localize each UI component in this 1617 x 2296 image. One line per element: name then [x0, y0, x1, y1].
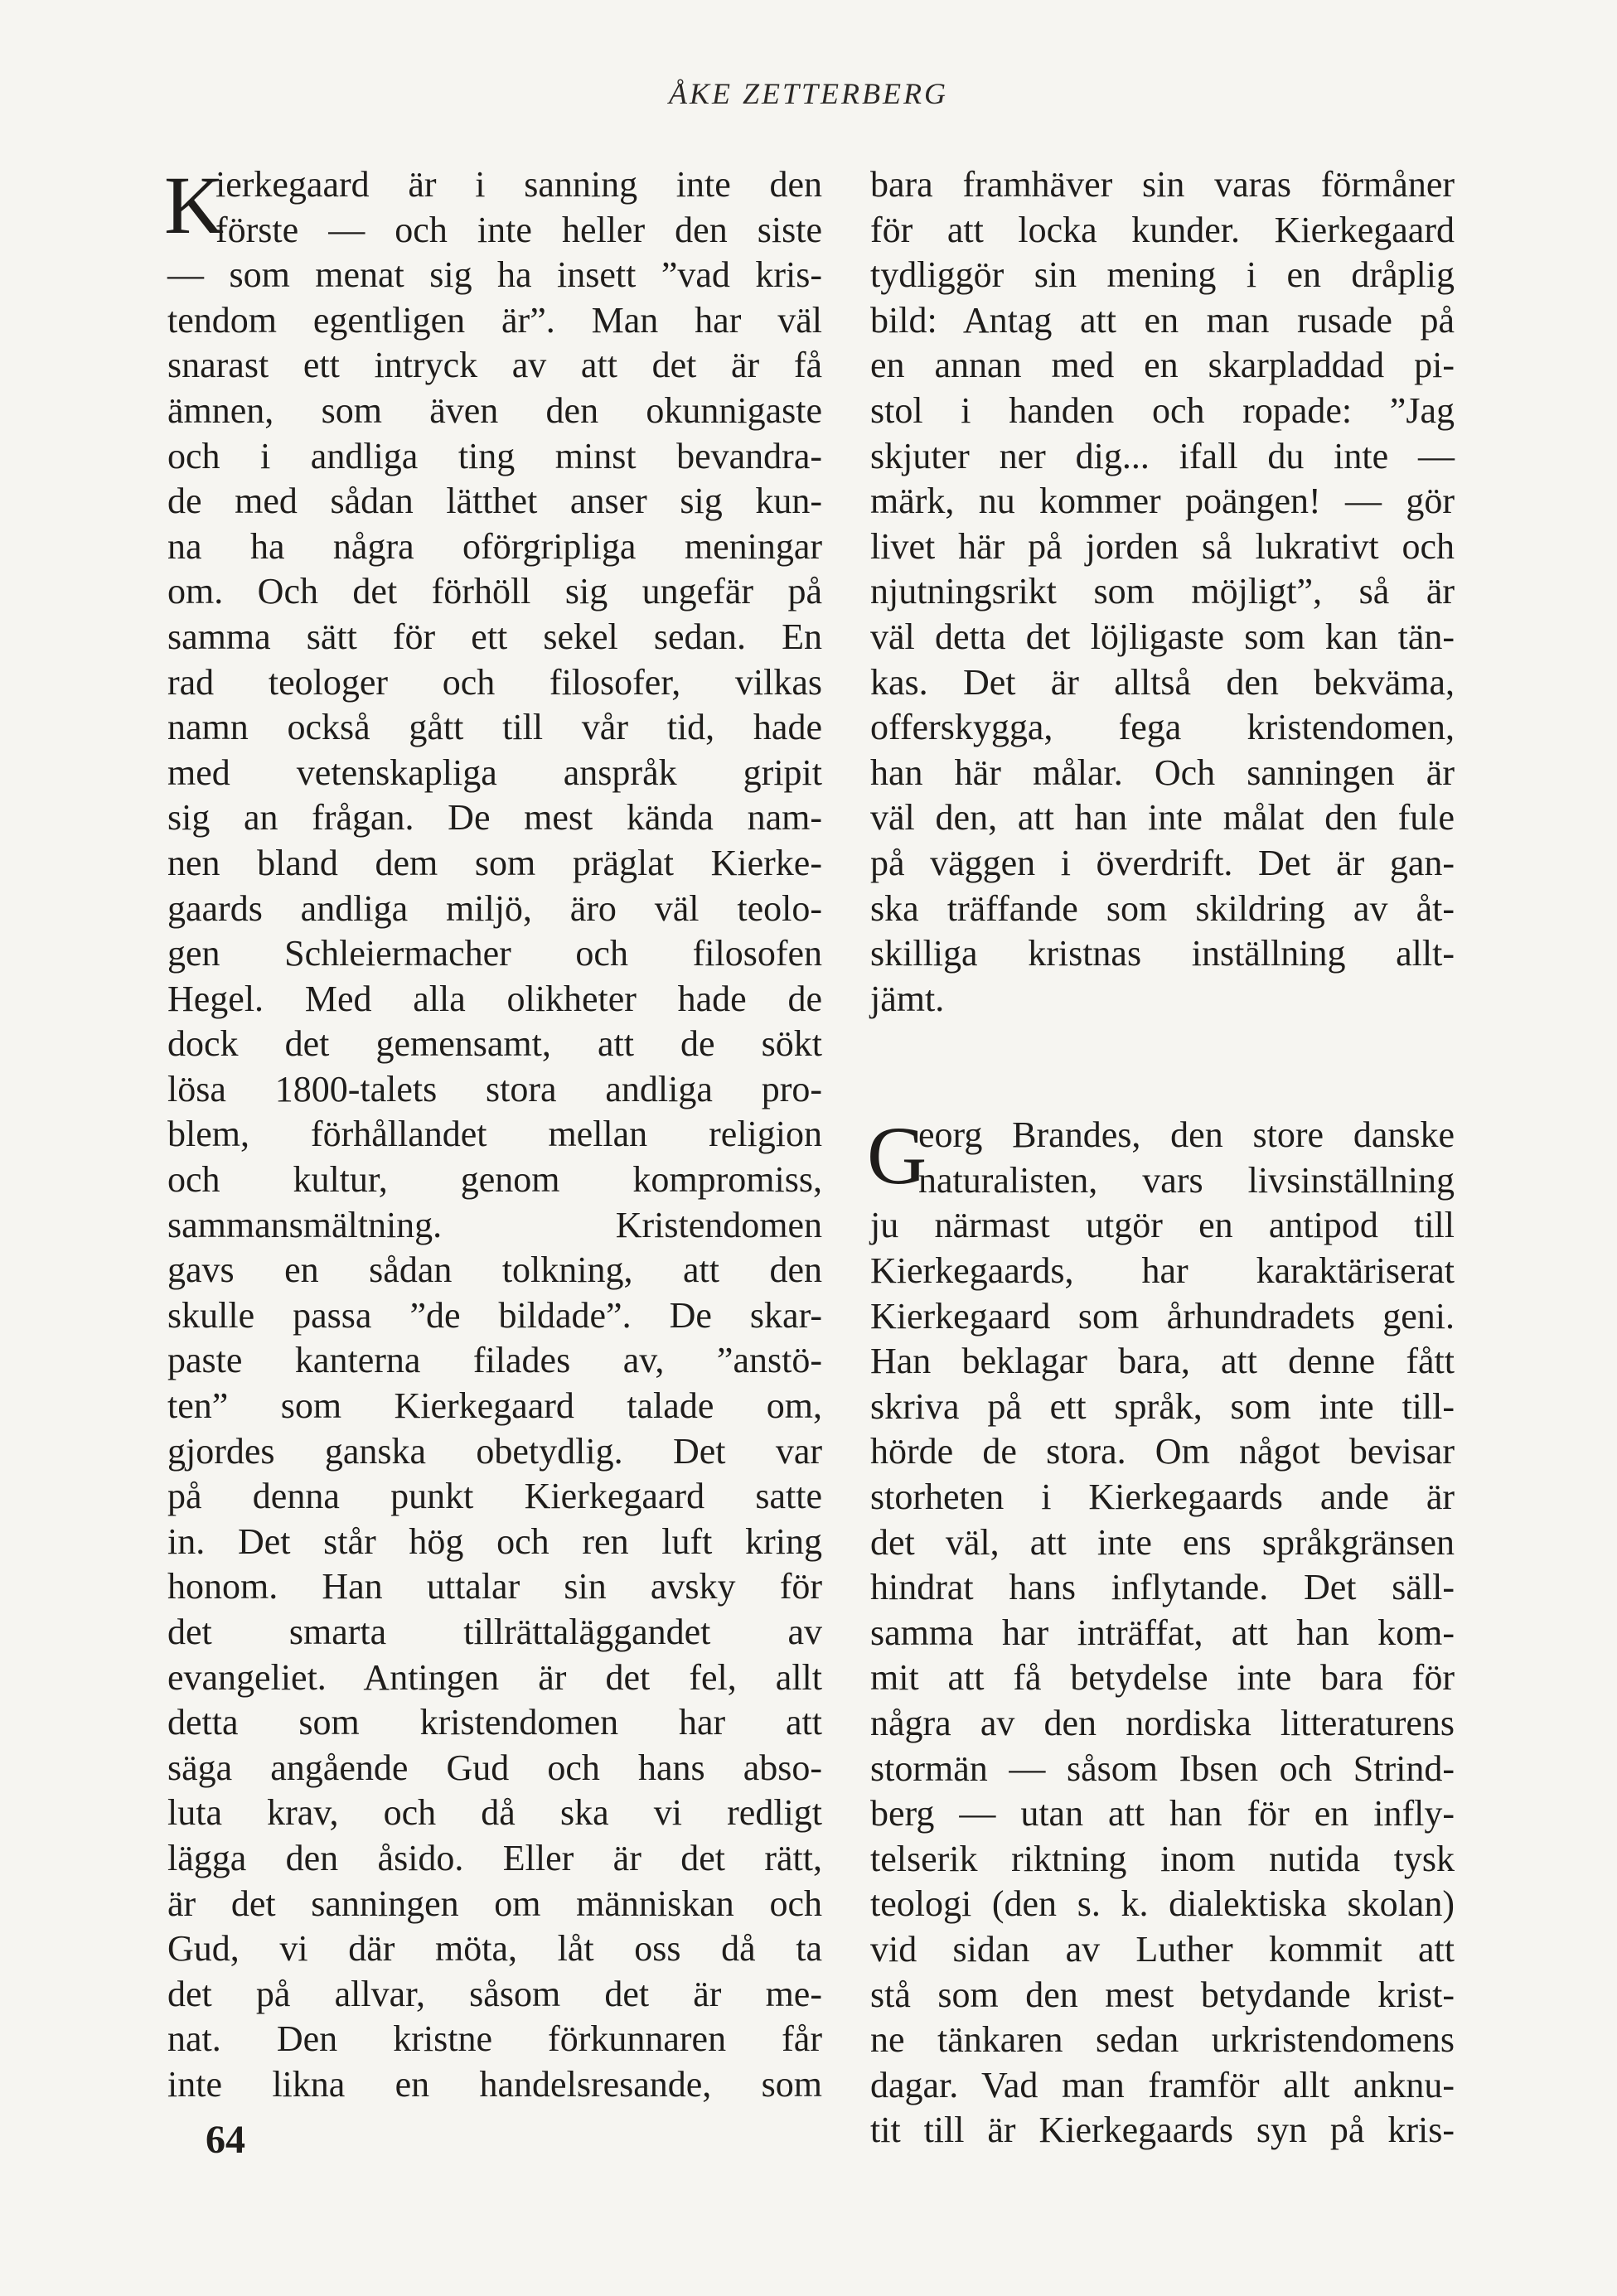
- text-line: naturalisten, vars livsinställning: [918, 1159, 1455, 1201]
- text-line: Gud, vi där möta, låt oss då ta: [167, 1928, 822, 1970]
- text-line: paste kanterna filades av, ”anstö-: [167, 1340, 822, 1381]
- text-line: ämnen, som även den okunnigaste: [167, 389, 822, 431]
- text-line: gavs en sådan tolkning, att den: [167, 1250, 822, 1291]
- drop-cap: G: [867, 1109, 927, 1202]
- text-line: ne tänkaren sedan urkristendomens: [870, 2019, 1455, 2061]
- text-line: stormän — såsom Ibsen och Strind-: [870, 1747, 1455, 1789]
- text-line: skilliga kristnas inställning allt-: [870, 933, 1455, 974]
- text-line: samma sätt för ett sekel sedan. En: [167, 616, 822, 657]
- text-line: hindrat hans inflytande. Det säll-: [870, 1567, 1455, 1608]
- text-line: och i andliga ting minst bevandra-: [167, 435, 822, 476]
- text-line: inte likna en handelsresande, som: [167, 2063, 822, 2105]
- right-column: [867, 162, 1455, 2153]
- text-line: nen bland dem som präglat Kierke-: [167, 842, 822, 883]
- text-line: han här målar. Och sanningen är: [870, 752, 1455, 793]
- text-line: sammansmältning. Kristendomen: [167, 1204, 822, 1245]
- text-line: lägga den åsido. Eller är det rätt,: [167, 1837, 822, 1878]
- text-line: på denna punkt Kierkegaard satte: [167, 1476, 822, 1517]
- left-column-lines: [167, 162, 822, 2108]
- text-line: stol i handen och ropade: ”Jag: [870, 389, 1455, 431]
- text-line: ten” som Kierkegaard talade om,: [167, 1385, 822, 1427]
- text-line: tit till är Kierkegaards syn på kris-: [870, 2110, 1455, 2151]
- text-line: vid sidan av Luther kommit att: [870, 1928, 1455, 1970]
- text-line: är det sanningen om människan och: [167, 1883, 822, 1924]
- text-line: hörde de stora. Om något bevisar: [870, 1431, 1455, 1472]
- text-line: kas. Det är alltså den bekväma,: [870, 661, 1455, 703]
- text-line: namn också gått till vår tid, hade: [167, 707, 822, 748]
- text-line: luta krav, och då ska vi redligt: [167, 1792, 822, 1834]
- text-line: förste — och inte heller den siste: [215, 209, 822, 250]
- text-line: gen Schleiermacher och filosofen: [167, 933, 822, 974]
- drop-cap: K: [164, 159, 225, 251]
- text-line: honom. Han uttalar sin avsky för: [167, 1566, 822, 1607]
- text-line: sig an frågan. De mest kända nam-: [167, 797, 822, 839]
- text-line: tendom egentligen är”. Man har väl: [167, 299, 822, 341]
- page-number: 64: [206, 2118, 245, 2162]
- text-line: samma har inträffat, att han kom-: [870, 1612, 1455, 1653]
- text-line: evangeliet. Antingen är det fel, allt: [167, 1656, 822, 1698]
- text-line: blem, förhållandet mellan religion: [167, 1114, 822, 1155]
- text-line: nat. Den kristne förkunnaren får: [167, 2018, 822, 2060]
- text-line: stå som den mest betydande krist-: [870, 1974, 1455, 2015]
- text-line: skriva på ett språk, som inte till-: [870, 1385, 1455, 1427]
- text-line: ierkegaard är i sanning inte den: [215, 164, 822, 205]
- text-line: njutningsrikt som möjligt”, så är: [870, 571, 1455, 612]
- text-line: berg — utan att han för en infly-: [870, 1793, 1455, 1834]
- text-line: livet här på jorden så lukrativt och: [870, 525, 1455, 567]
- text-line: skjuter ner dig... ifall du inte —: [870, 435, 1455, 476]
- paragraph-handelsresande: [870, 162, 1455, 1022]
- text-line: bild: Antag att en man rusade på: [870, 299, 1455, 341]
- text-line: dagar. Vad man framför allt anknu-: [870, 2064, 1455, 2105]
- text-line: märk, nu kommer poängen! — gör: [870, 481, 1455, 522]
- text-line: om. Och det förhöll sig ungefär på: [167, 571, 822, 612]
- text-line: dock det gemensamt, att de sökt: [167, 1023, 822, 1065]
- text-line: storheten i Kierkegaards ande är: [870, 1477, 1455, 1518]
- text-line: en annan med en skarpladdad pi-: [870, 345, 1455, 386]
- text-line: offerskygga, fega kristendomen,: [870, 707, 1455, 748]
- paragraph-kierkegaard-intro: [164, 159, 822, 2108]
- text-line: det på allvar, såsom det är me-: [167, 1973, 822, 2014]
- text-line: ju närmast utgör en antipod till: [870, 1205, 1455, 1246]
- text-line: väl den, att han inte målat den fule: [870, 797, 1455, 839]
- text-line: med vetenskapliga anspråk gripit: [167, 752, 822, 793]
- text-line: de med sådan lätthet anser sig kun-: [167, 481, 822, 522]
- text-line: för att locka kunder. Kierkegaard: [870, 209, 1455, 250]
- paragraph-brandes: [867, 1109, 1455, 2153]
- text-line: lösa 1800-talets stora andliga pro-: [167, 1068, 822, 1109]
- right-column-lines-1: [870, 162, 1455, 1022]
- text-line: Hegel. Med alla olikheter hade de: [167, 978, 822, 1019]
- text-line: väl detta det löjligaste som kan tän-: [870, 616, 1455, 657]
- text-line: några av den nordiska litteraturens: [870, 1703, 1455, 1743]
- text-line: teologi (den s. k. dialektiska skolan): [870, 1883, 1455, 1925]
- text-line: telserik riktning inom nutida tysk: [870, 1838, 1455, 1879]
- text-line: detta som kristendomen har att: [167, 1702, 822, 1743]
- right-column-lines-2: [870, 1113, 1455, 2153]
- text-line: Han beklagar bara, att denne fått: [870, 1341, 1455, 1382]
- text-line: Kierkegaards, har karaktäriserat: [870, 1250, 1455, 1292]
- text-line: eorg Brandes, den store danske: [918, 1114, 1455, 1156]
- text-line: på väggen i överdrift. Det är gan-: [870, 842, 1455, 883]
- text-line: gaards andliga miljö, äro väl teolo-: [167, 887, 822, 929]
- text-line: mit att få betydelse inte bara för: [870, 1657, 1455, 1699]
- text-line: och kultur, genom kompromiss,: [167, 1159, 822, 1201]
- left-column: [164, 159, 822, 2108]
- text-line: na ha några oförgripliga meningar: [167, 525, 822, 567]
- text-line: det smarta tillrättaläggandet av: [167, 1612, 822, 1652]
- text-line: bara framhäver sin varas förmåner: [870, 164, 1455, 205]
- text-line: snarast ett intryck av att det är få: [167, 345, 822, 386]
- text-line: tydliggör sin mening i en dråplig: [870, 254, 1455, 296]
- text-line: det väl, att inte ens språkgränsen: [870, 1521, 1455, 1563]
- text-line: skulle passa ”de bildade”. De skar-: [167, 1294, 822, 1336]
- running-head: ÅKE ZETTERBERG: [669, 77, 948, 110]
- text-line: Kierkegaard som århundradets geni.: [870, 1295, 1455, 1337]
- text-line: gjordes ganska obetydlig. Det var: [167, 1430, 822, 1472]
- text-line: — som menat sig ha insett ”vad kris-: [167, 254, 822, 296]
- text-line: jämt.: [870, 978, 945, 1019]
- text-line: ska träffande som skildring av åt-: [870, 887, 1455, 929]
- text-line: rad teologer och filosofer, vilkas: [167, 661, 822, 703]
- text-line: in. Det står hög och ren luft kring: [167, 1520, 822, 1562]
- text-line: säga angående Gud och hans abso-: [167, 1747, 822, 1788]
